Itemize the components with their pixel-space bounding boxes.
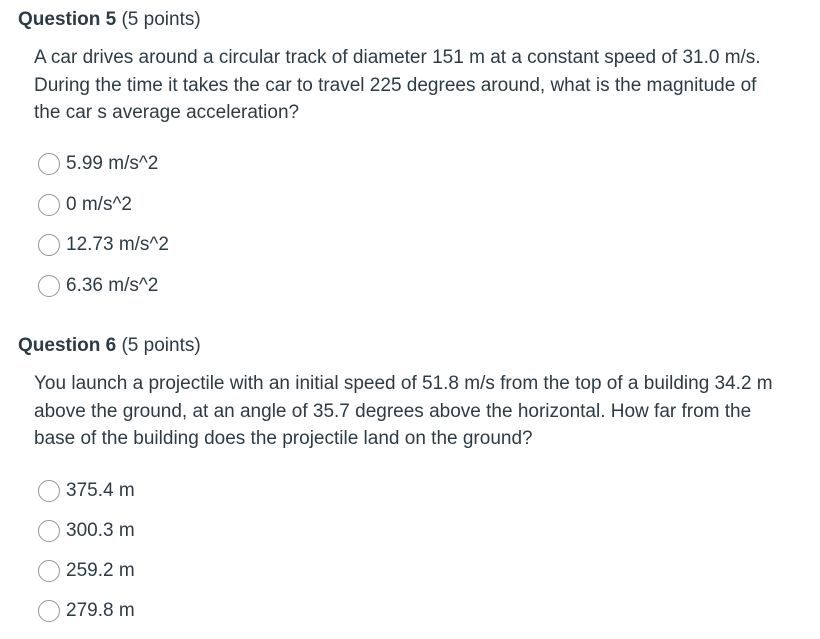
radio-button[interactable] bbox=[38, 600, 60, 622]
question-header bbox=[18, 8, 201, 32]
radio-button[interactable] bbox=[38, 560, 60, 582]
answer-option[interactable] bbox=[38, 597, 135, 625]
radio-button[interactable] bbox=[38, 153, 60, 175]
question-title: Question 5 bbox=[18, 9, 117, 30]
radio-button[interactable] bbox=[38, 234, 60, 256]
answer-label: 6.36 m/s^2 bbox=[66, 275, 159, 296]
question-header bbox=[18, 334, 201, 358]
answer-option[interactable] bbox=[38, 231, 169, 259]
answer-option[interactable] bbox=[38, 150, 158, 178]
answer-label: 259.2 m bbox=[66, 560, 135, 581]
answer-option[interactable] bbox=[38, 272, 158, 300]
answer-label: 5.99 m/s^2 bbox=[66, 153, 159, 174]
radio-button[interactable] bbox=[38, 194, 60, 216]
question-points: (5 points) bbox=[121, 335, 201, 356]
answer-option[interactable] bbox=[38, 517, 135, 545]
answer-label: 375.4 m bbox=[66, 480, 135, 501]
radio-button[interactable] bbox=[38, 480, 60, 502]
answer-option[interactable] bbox=[38, 191, 132, 219]
answer-label: 12.73 m/s^2 bbox=[66, 234, 169, 255]
answer-label: 279.8 m bbox=[66, 600, 135, 621]
answer-option[interactable] bbox=[38, 557, 135, 585]
radio-button[interactable] bbox=[38, 275, 60, 297]
radio-button[interactable] bbox=[38, 520, 60, 542]
question-text: You launch a projectile with an initial speed of 51.8 m/s from the top of a building 34.2 m above the ground, at an angle of 35.7 degrees above the horizontal. How far from the base of the building does the projectile land on the ground? bbox=[34, 373, 773, 449]
question-title: Question 6 bbox=[18, 335, 117, 356]
answer-option[interactable] bbox=[38, 477, 135, 505]
answer-label: 300.3 m bbox=[66, 520, 135, 541]
question-text: A car drives around a circular track of diameter 151 m at a constant speed of 31.0 m/s. During the time it takes the car to travel 225 degrees around, what is the magnitude of the car s average acceleration? bbox=[34, 47, 761, 123]
question-points: (5 points) bbox=[121, 9, 201, 30]
answer-label: 0 m/s^2 bbox=[66, 194, 132, 215]
